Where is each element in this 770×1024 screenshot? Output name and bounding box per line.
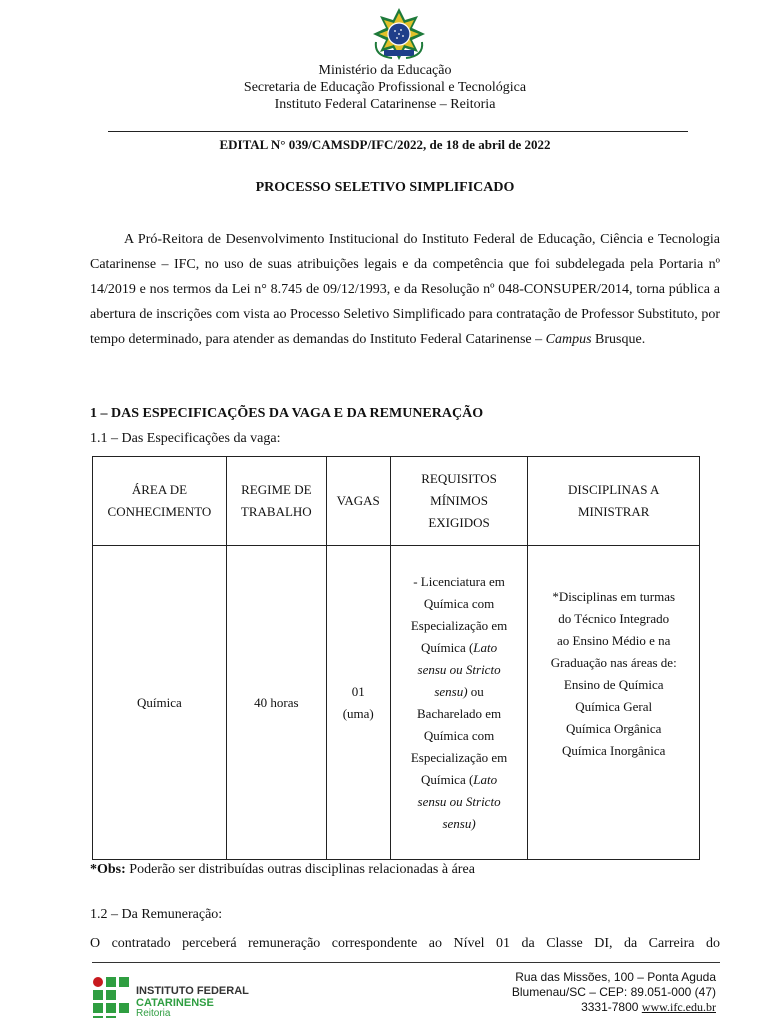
header-regime-l2: TRABALHO <box>240 504 312 519</box>
table-row <box>93 546 700 860</box>
req-line: Especialização em <box>410 617 508 633</box>
req-italic: Lato <box>473 771 498 787</box>
footer-address-line2: Blumenau/SC – CEP: 89.051-000 (47) <box>511 985 716 999</box>
req-text: Química ( <box>420 639 474 655</box>
logo-text-reitoria: Reitoria <box>136 1008 171 1019</box>
header-req-l1: REQUISITOS <box>421 471 497 486</box>
logo-text-catarinense: CATARINENSE <box>136 997 214 1009</box>
obs-text: Poderão ser distribuídas outras disciplinas relacionadas à área <box>125 862 475 877</box>
footer-website-link[interactable]: www.ifc.edu.br <box>641 1000 716 1014</box>
req-italic: sensu ou Stricto <box>417 793 501 809</box>
intro-paragraph <box>90 227 720 352</box>
req-text: ou <box>467 683 484 699</box>
header-area-l1: ÁREA DE <box>131 482 188 497</box>
logo-text-instituto: INSTITUTO FEDERAL <box>136 985 249 997</box>
section-1-2-text: O contratado perceberá remuneração correspondente ao Nível 01 da Classe DI, da Carreira do <box>90 936 720 951</box>
disc-line: do Técnico Integrado <box>558 611 670 626</box>
req-line <box>395 681 524 703</box>
footer-rule <box>92 962 720 963</box>
req-line <box>395 659 524 681</box>
cell-requisitos <box>390 546 528 860</box>
req-line <box>395 813 524 835</box>
cell-area: Química <box>93 546 227 860</box>
footer-address-line1: Rua das Missões, 100 – Ponta Aguda <box>515 970 716 984</box>
cell-vagas-words: (uma) <box>342 705 374 721</box>
cell-regime: 40 horas <box>226 546 326 860</box>
cell-vagas <box>326 546 390 860</box>
req-italic: sensu) <box>442 815 476 831</box>
header-instituto: Instituto Federal Catarinense – Reitoria <box>274 97 496 112</box>
cell-disciplinas <box>528 546 700 860</box>
req-line <box>395 769 524 791</box>
intro-campus: Campus <box>545 332 592 347</box>
header-req-l2: MÍNIMOS <box>430 493 488 508</box>
footer-address <box>512 970 716 1015</box>
req-italic: sensu ou Stricto <box>417 661 501 677</box>
brasao-republica-icon <box>370 6 428 62</box>
req-line: Bacharelado em <box>417 705 502 721</box>
edital-number: EDITAL N° 039/CAMSDP/IFC/2022, de 18 de abril de 2022 <box>219 137 551 152</box>
header-disc-l2: MINISTRAR <box>577 504 650 519</box>
obs-note <box>90 862 475 878</box>
header-ministerio: Ministério da Educação <box>318 63 452 78</box>
req-line <box>395 637 524 659</box>
intro-text-1: A Pró-Reitora de Desenvolvimento Institucional do Instituto Federal de Educação, Ciência e Tecnologia Catarinense – IFC, no uso de suas atribuições legais e da competência que foi subdelegada pela Portaria nº 14/2019 e nos termos da Lei n° 8.745 de 09/12/1993, e da Resolução nº 048-CONSUPER/2014, torna pública a abertura de inscrições com vista ao Processo Seletivo Simplificado para contratação de Professor Substituto, por tempo determinado, para atender as demandas do Instituto Federal Catarinense – <box>90 232 720 347</box>
vacancy-table <box>92 456 700 860</box>
req-italic: sensu) <box>434 683 468 699</box>
document-title: PROCESSO SELETIVO SIMPLIFICADO <box>255 180 515 195</box>
obs-label: *Obs: <box>90 862 126 877</box>
req-line <box>395 791 524 813</box>
disc-line: Química Orgânica <box>565 721 662 736</box>
disc-line: Química Geral <box>575 699 653 714</box>
table-header-row <box>93 457 700 546</box>
header-secretaria: Secretaria de Educação Profissional e Tecnológica <box>243 80 527 95</box>
header-disc-l1: DISCIPLINAS A <box>568 482 660 497</box>
ifc-logo-icon <box>92 976 132 1018</box>
section-1-1-title: 1.1 – Das Especificações da vaga: <box>90 431 281 446</box>
header-rule <box>108 131 688 132</box>
disc-line: *Disciplinas em turmas <box>552 589 676 604</box>
header-area-l2: CONHECIMENTO <box>107 504 212 519</box>
header-requisitos <box>390 457 528 546</box>
footer-address-line3 <box>512 1000 716 1015</box>
header-req-l3: EXIGIDOS <box>428 515 490 530</box>
req-italic: Lato <box>473 639 498 655</box>
header-area <box>93 457 227 546</box>
req-line: Química com <box>423 727 495 743</box>
disc-line: Ensino de Química <box>563 677 664 692</box>
header-vagas-l1: VAGAS <box>336 493 380 508</box>
disc-line: ao Ensino Médio e na <box>557 633 671 648</box>
cell-vagas-number: 01 <box>351 683 365 699</box>
footer-phone: 3331-7800 <box>581 1000 642 1014</box>
section-1-title: 1 – DAS ESPECIFICAÇÕES DA VAGA E DA REMUNERAÇÃO <box>90 406 484 421</box>
req-line: - Licenciatura em <box>413 573 505 589</box>
header-vagas <box>326 457 390 546</box>
disc-line: Graduação nas áreas de: <box>550 655 677 670</box>
header-disciplinas <box>528 457 700 546</box>
req-text: Química ( <box>420 771 474 787</box>
section-1-2-title: 1.2 – Da Remuneração: <box>90 907 223 922</box>
header-regime-l1: REGIME DE <box>241 482 312 497</box>
intro-text-2: Brusque. <box>591 332 646 347</box>
disc-line: Química Inorgânica <box>562 743 666 758</box>
header-regime <box>226 457 326 546</box>
req-line: Química com <box>423 595 495 611</box>
req-line: Especialização em <box>410 749 508 765</box>
